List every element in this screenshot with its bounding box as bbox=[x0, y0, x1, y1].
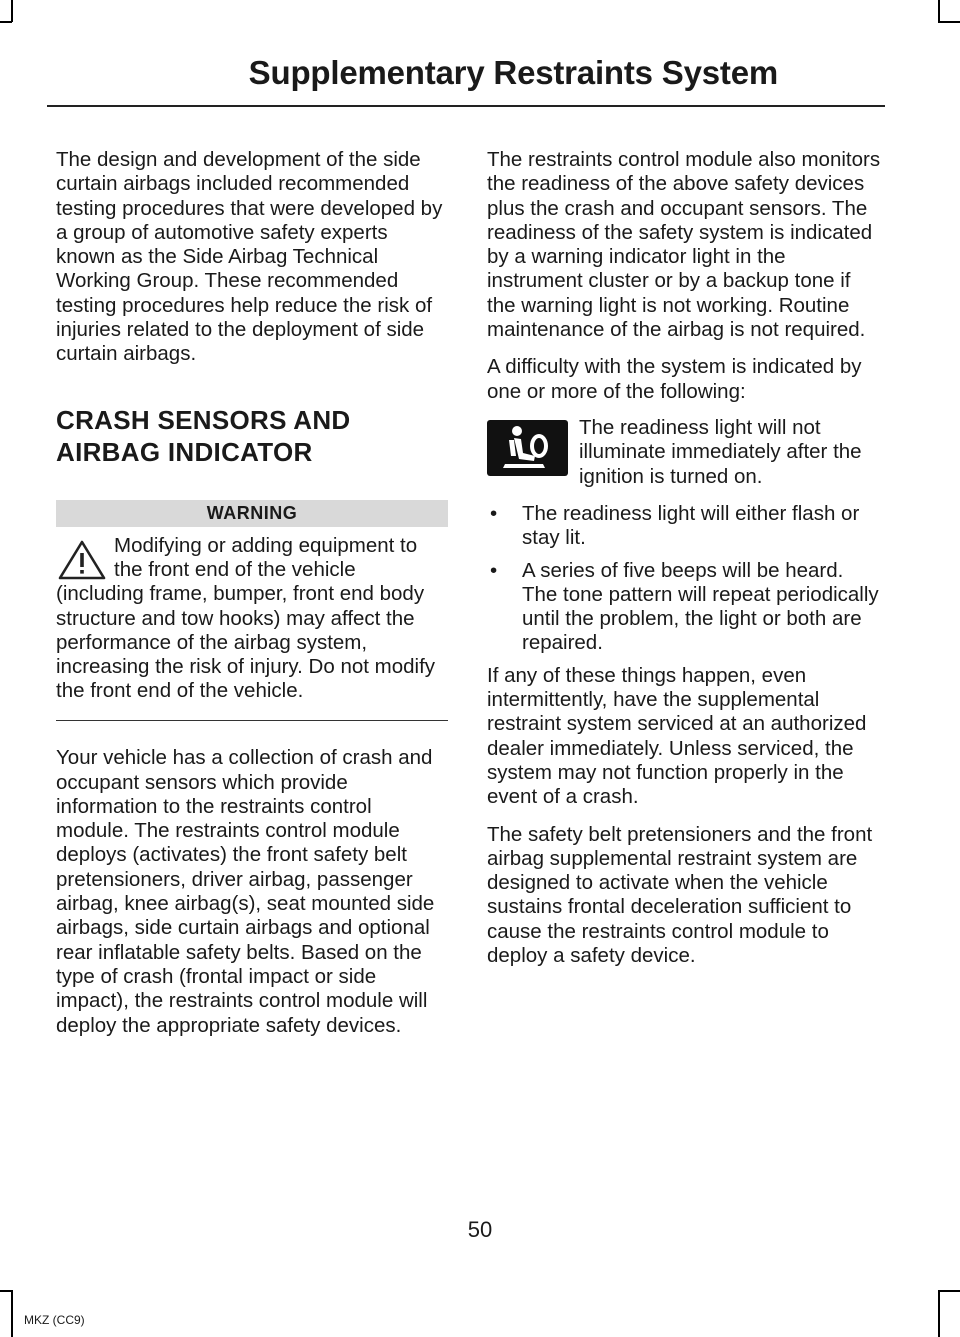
page-number: 50 bbox=[467, 1217, 493, 1242]
right-column bbox=[487, 148, 882, 968]
left-column bbox=[56, 148, 448, 1038]
indicator-item bbox=[487, 416, 882, 490]
crop-mark bbox=[0, 21, 12, 23]
crop-mark bbox=[938, 1290, 960, 1292]
crop-mark bbox=[11, 0, 13, 22]
list-item bbox=[487, 502, 882, 551]
warning-text: Modifying or adding equipment to the front end of the vehicle (including frame, bumper, front end body structure and tow hooks) may affect the performance of the airbag system, increasing the risk of injury. Do not modify the front end of the vehicle. bbox=[56, 533, 436, 703]
warning-triangle-icon bbox=[56, 538, 108, 582]
pretensioner-paragraph: The safety belt pretensioners and the front airbag supplemental restraint system are designed to activate when the vehicle sustains frontal deceleration sufficient to cause the restraints control module to deploy a safety device. bbox=[487, 822, 873, 968]
warning-box bbox=[56, 534, 448, 704]
list-item bbox=[487, 559, 882, 656]
airbag-warning-light-icon bbox=[487, 420, 568, 476]
symptom-list bbox=[487, 502, 882, 656]
page-title: Supplementary Restraints System bbox=[248, 54, 778, 91]
sensors-paragraph: Your vehicle has a collection of crash and occupant sensors which provide information to the restraints control module. The restraints control module deploys (activates) the front safety belt pretensioners, driver airbag, passenger airbag, knee airbag(s), seat mounted side airbags, side curtain airbags and optional rear inflatable safety belts. Based on the type of crash (frontal impact or side impact), the restraints control module will deploy the appropriate safety devices. bbox=[56, 746, 435, 1037]
crop-mark bbox=[938, 21, 960, 23]
monitor-paragraph: The restraints control module also monitors the readiness of the above safety devices plus the crash and occupant sensors. The readiness of the safety system is indicated by a warning indicator light in the instrument cluster or by a backup tone if the warning light is not working. Routine maintenance of the airbag is not required. bbox=[487, 148, 881, 342]
difficulty-paragraph: A difficulty with the system is indicated by one or more of the following: bbox=[487, 355, 862, 403]
header-divider bbox=[47, 105, 885, 107]
model-code: MKZ (CC9) bbox=[24, 1313, 85, 1327]
crop-mark bbox=[938, 0, 940, 22]
intro-paragraph: The design and development of the side curtain airbags included recommended testing procedures that were developed by a group of automotive safety experts known as the Side Airbag Technical Working Group. These recommended testing procedures help reduce the risk of injuries related to the deployment of side curtain airbags. bbox=[56, 148, 443, 366]
service-paragraph: If any of these things happen, even intermittently, have the supplemental restraint system serviced at an authorized dealer immediately. Unless serviced, the system may not function properly in the event of a crash. bbox=[487, 663, 867, 809]
list-item-text: The readiness light will either flash or stay lit. bbox=[522, 501, 860, 550]
section-heading-line: CRASH SENSORS AND bbox=[56, 404, 351, 435]
warning-label: WARNING bbox=[56, 500, 448, 527]
warning-divider bbox=[56, 720, 448, 722]
crop-mark bbox=[0, 1290, 12, 1292]
section-heading bbox=[56, 404, 448, 468]
bullet: • bbox=[490, 558, 498, 582]
indicator-description: The readiness light will not illuminate immediately after the ignition is turned on. bbox=[579, 415, 862, 488]
crop-mark bbox=[11, 1290, 13, 1337]
list-item-text: A series of five beeps will be heard. The tone pattern will repeat periodically until the problem, the light or both are repaired. bbox=[522, 558, 879, 655]
bullet: • bbox=[490, 501, 498, 525]
crop-mark bbox=[938, 1290, 940, 1337]
section-heading-line: AIRBAG INDICATOR bbox=[56, 436, 313, 467]
